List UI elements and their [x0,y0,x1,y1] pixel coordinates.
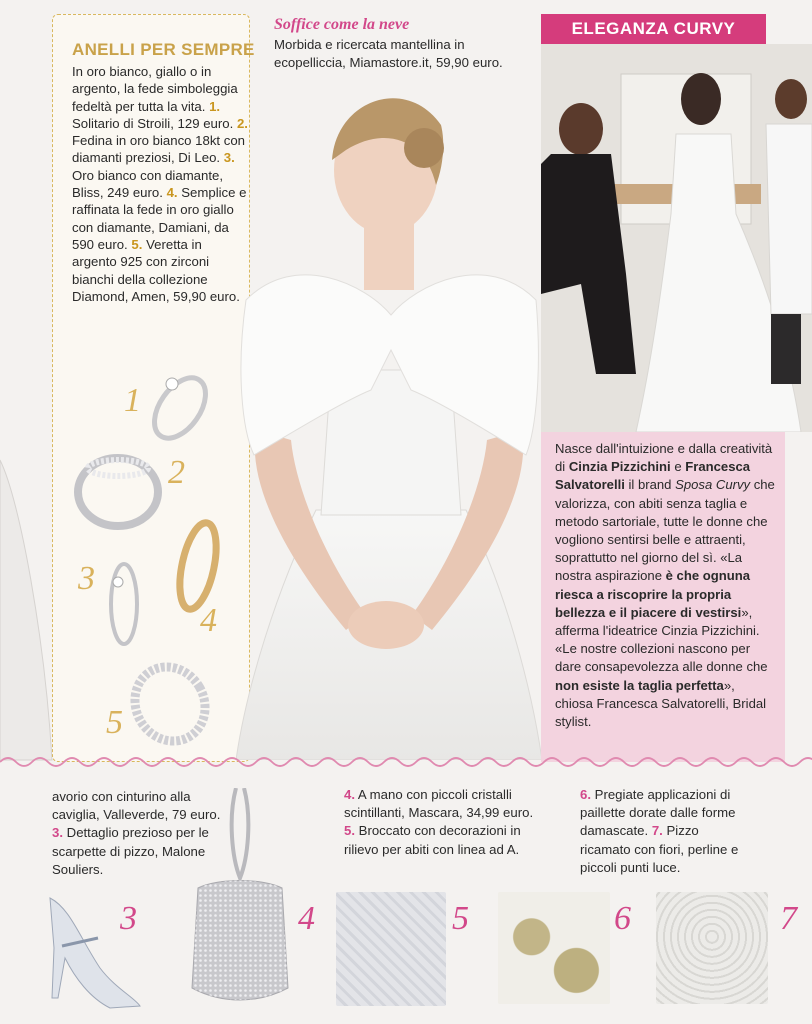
shoe-text-2: Dettaglio prezioso per le scarpette di pizzo, Malone Souliers. [52,825,209,877]
rings-text [72,63,250,305]
bottom-col-2 [344,786,534,859]
bride-model-photo [236,70,542,760]
lace-number: 7 [780,900,797,937]
sequin-text: Pregiate applicazioni di paillette dorate dalle forme damascate. [580,787,736,839]
ring-4-number: 4 [200,602,217,639]
bag-text: A mano con piccoli cristalli scintillanti, Mascara, 34,99 euro. [344,787,534,821]
ring-4-text: Semplice e raffinata la fede in oro giallo con diamante, Damiani, da 590 euro. [72,185,247,252]
sequin-swatch [498,892,610,1004]
ring-5-image [126,660,214,748]
ring-3-number: 3 [78,560,95,597]
lace-swatch [656,892,768,1004]
ring-2-image [72,450,164,534]
ring-4-image [172,516,224,616]
left-dress-fragment [0,440,60,770]
brocade-num-5: 5. [344,823,355,839]
curvy-brand: Sposa Curvy [675,477,751,493]
rings-intro: In oro bianco, giallo o in argento, la fede simboleggia fedeltà per tutta la vita. [72,64,238,114]
crystal-bag-image [188,788,292,1004]
ring-1-num: 1. [209,98,221,114]
curvy-name-francesca: Francesca Salvatorelli [555,459,751,493]
shoe-text-1: avorio con cinturino alla caviglia, Valleverde, 79 euro. [52,789,221,823]
rings-title: ANELLI PER SEMPRE [72,40,255,59]
sequin-number: 6 [614,900,631,937]
ring-5-num: 5. [131,236,143,252]
ring-1-image [150,360,214,444]
brocade-text: Broccato con decorazioni in rilievo per abiti con linea ad A. [344,823,521,857]
ring-1-text: Solitario di Stroili, 129 euro. [72,115,234,131]
sequin-num-6: 6. [580,787,591,802]
ring-3-image [104,552,144,648]
ring-3-num: 3. [223,150,235,166]
curvy-text-2: e [670,459,686,475]
curvy-text-1: Nasce dall'intuizione e dalla creatività di [555,441,773,475]
curvy-text-4: che valorizza, con abiti senza taglia e metodo sartoriale, tutte le donne che vogliono sentirsi belle e attraenti, soprattutto nel giorno del sì. «La nostra aspirazione [555,477,775,584]
curvy-quote-bold-2: non esiste la taglia perfetta [555,677,724,693]
ring-1-number: 1 [124,382,141,419]
brocade-number: 5 [452,900,469,937]
ring-4-num: 4. [166,185,178,201]
shoe-num-3: 3. [52,825,63,841]
bag-num-4: 4. [344,787,355,802]
ring-2-number: 2 [168,454,185,491]
curvy-banner: ELEGANZA CURVY [541,14,766,44]
curvy-name-cinzia: Cinzia Pizzichini [568,459,671,475]
ring-5-number: 5 [106,704,123,741]
bottom-col-3 [580,786,750,877]
ring-2-num: 2. [236,115,248,131]
curvy-text-3: il brand [624,477,676,493]
lace-num-7: 7. [651,823,663,839]
curvy-quote-bold-1: è che ognuna riesca a riscoprire la propria bellezza e il piacere di vestirsi [555,568,751,620]
curvy-text-6: », chiosa Francesca Salvatorelli, Bridal stylist. [555,677,767,730]
brocade-swatch [336,892,446,1006]
cape-description: Morbida e ricercata mantellina in ecopelliccia, Miamastore.it, 59,90 euro. [274,37,503,70]
ring-2-text: Fedina in oro bianco 18kt con diamanti preziosi, Di Leo. [72,133,246,166]
atelier-fitting-photo [541,44,812,432]
cape-title: Soffice come la neve [274,16,410,33]
shoe-number: 3 [120,900,137,937]
ring-5-text: Veretta in argento 925 con zirconi bianchi della collezione Diamond, Amen, 59,90 euro. [72,236,240,304]
curvy-text-5: », afferma l'ideatrice Cinzia Pizzichini. «Le nostre collezioni nascono per dare consapevolezza alle donne che [555,604,768,675]
wavy-divider [0,752,812,772]
lace-text: Pizzo ricamato con fiori, perline e piccoli punti luce. [580,823,739,875]
bag-number: 4 [298,900,315,937]
curvy-textbox [541,432,785,762]
ring-3-text: Oro bianco con diamante, Bliss, 249 euro. [72,167,224,201]
